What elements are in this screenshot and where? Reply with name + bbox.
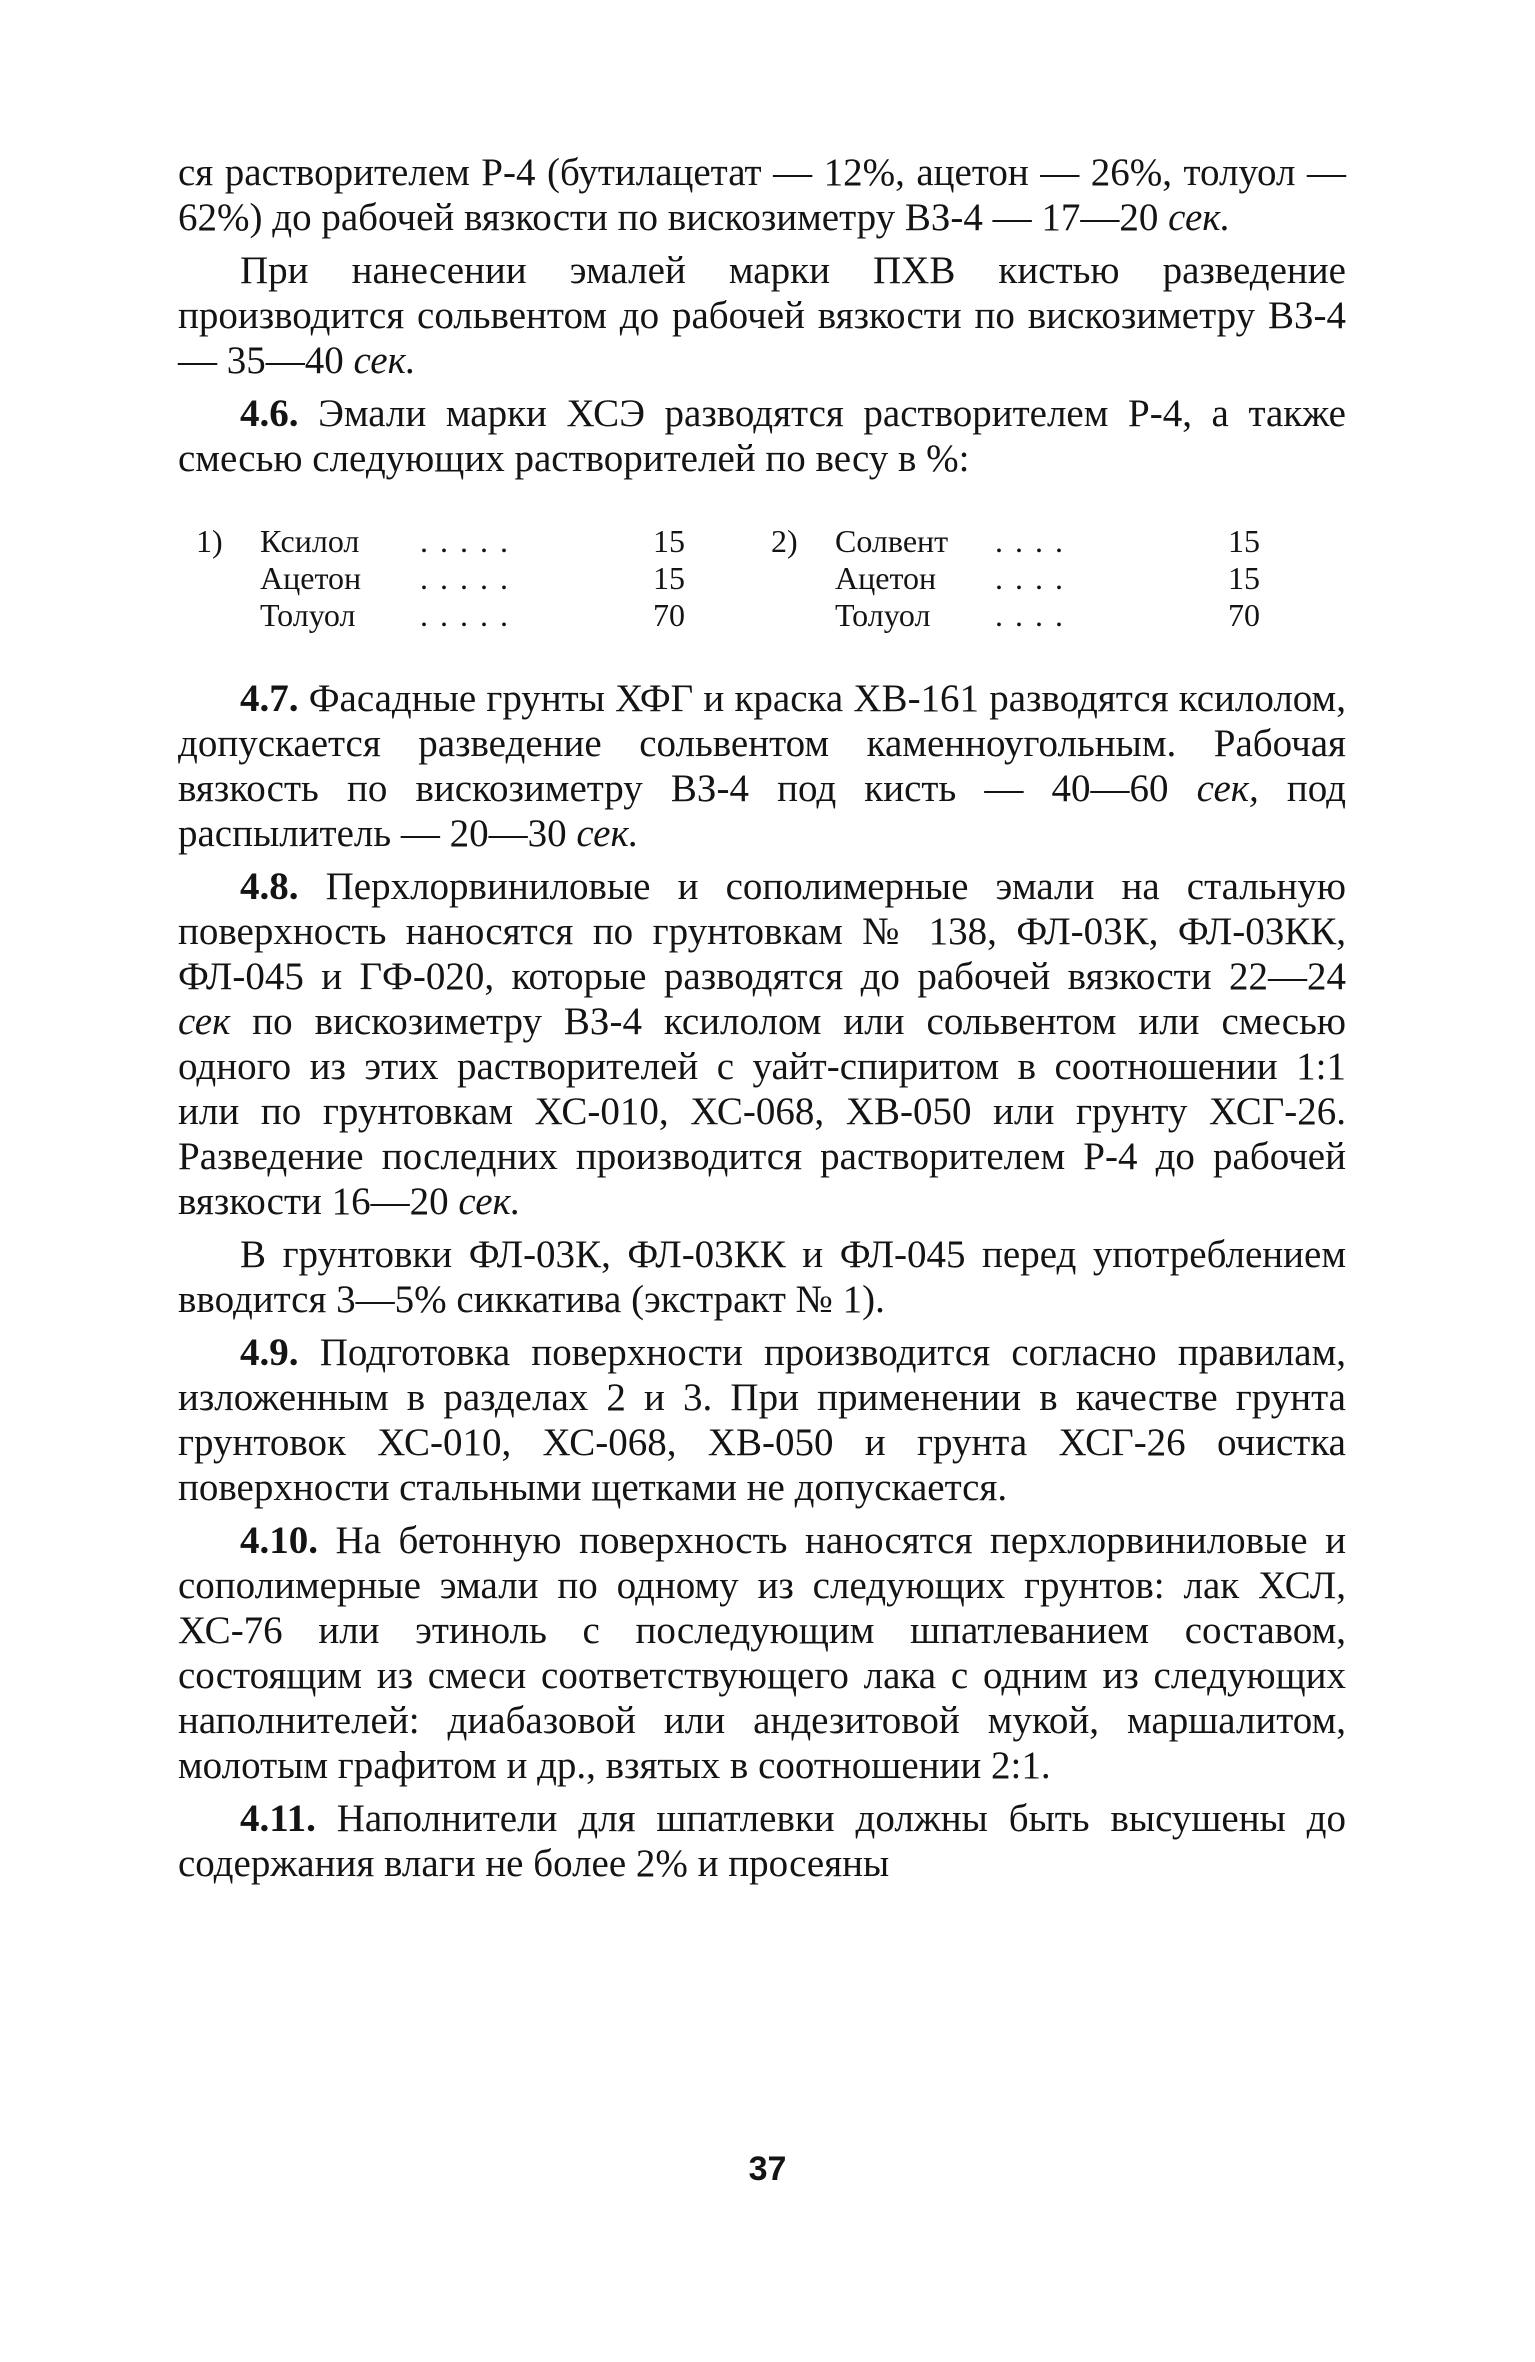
mixture-row: 1) Ксилол ..... 15	[196, 523, 685, 559]
solvent-percent: 15	[653, 523, 685, 559]
text: Наполнители для шпатлевки должны быть высушены до содержания влаги не более 2% и просеяны	[178, 1797, 1346, 1885]
mixture-2	[771, 523, 1346, 634]
solvent-percent: 15	[1228, 523, 1260, 559]
text: ся растворителем Р-4 (бутилацетат — 12%, ацетон — 26%, толуол — 62%) до рабочей вязкости по вискозиметру ВЗ-4 — 17—20	[178, 151, 1346, 239]
unit-text: сек.	[1168, 196, 1231, 239]
text: по вискозиметру ВЗ-4 ксилолом или сольвентом или смесью одного из этих растворителей с уайт-спиритом в соотношении 1:1 или по грунтовкам ХС-010, ХС-068, ХВ-050 или грунту ХСГ-26. Разведение последних производится растворителем Р-4 до рабочей вязкости 16—20	[178, 1000, 1346, 1223]
unit-text: сек.	[576, 812, 639, 855]
mixture-label: 1)	[196, 523, 223, 559]
text: Эмали марки ХСЭ разводятся растворителем Р-4, а также смесью следующих растворителей по весу в %:	[178, 392, 1346, 480]
section-4-8	[178, 864, 1346, 1224]
section-number: 4.9.	[240, 1331, 299, 1374]
section-4-11	[178, 1796, 1346, 1886]
paragraph-pxv	[178, 248, 1346, 383]
section-number: 4.6.	[240, 392, 299, 435]
unit-text: сек.	[353, 339, 416, 382]
text: под распылитель — 20—30	[178, 767, 1347, 855]
solvent-name: Солвент	[835, 523, 949, 559]
section-4-10	[178, 1518, 1346, 1788]
solvent-name: Ацетон	[835, 560, 937, 596]
solvent-name: Толуол	[260, 597, 356, 633]
text: На бетонную поверхность наносятся перхлорвиниловые и сополимерные эмали по одному из следующих грунтов: лак ХСЛ, ХС-76 или этиноль с последующим шпатлеванием составом, состоящим из смеси соответствующего лака с одним из следующих наполнителей: диабазовой или андезитовой мукой, маршалитом, молотым графитом и др., взятых в соотношении 2:1.	[178, 1519, 1346, 1787]
text: Фасадные грунты ХФГ и краска ХВ-161 разводятся ксилолом, допускается разведение сольвентом каменноугольным. Рабочая вязкость по вискозиметру ВЗ-4 под кисть — 40—60	[178, 677, 1346, 810]
mixture-1	[196, 523, 771, 634]
text: В грунтовки ФЛ-03К, ФЛ-03КК и ФЛ-045 перед употреблением вводится 3—5% сиккатива (экстракт № 1).	[178, 1233, 1346, 1321]
mixture-row: 2) Солвент .... 15	[771, 523, 1260, 559]
mixture-label: 2)	[771, 523, 798, 559]
solvent-percent: 15	[1228, 560, 1260, 596]
section-4-9	[178, 1330, 1346, 1510]
solvent-name: Ксилол	[260, 523, 360, 559]
section-4-7	[178, 676, 1346, 856]
paragraph-primers	[178, 1232, 1346, 1322]
solvent-name: Ацетон	[260, 560, 362, 596]
unit-text: сек	[178, 1000, 231, 1043]
unit-text: сек.	[458, 1180, 521, 1223]
section-number: 4.11.	[240, 1797, 316, 1840]
text: Подготовка поверхности производится согласно правилам, изложенным в разделах 2 и 3. При применении в качестве грунта грунтовок ХС-010, ХС-068, ХВ-050 и грунта ХСГ-26 очистка поверхности стальными щетками не допускается.	[178, 1331, 1346, 1509]
section-4-6	[178, 391, 1346, 481]
mixture-row: Толуол ..... 70	[260, 597, 685, 633]
page-body	[178, 150, 1346, 1894]
solvent-name: Толуол	[835, 597, 931, 633]
solvent-percent: 70	[653, 597, 685, 633]
solvent-mixtures	[196, 523, 1346, 634]
mixture-row: Толуол .... 70	[835, 597, 1260, 633]
section-number: 4.10.	[240, 1519, 318, 1562]
solvent-percent: 70	[1228, 597, 1260, 633]
solvent-percent: 15	[653, 560, 685, 596]
text: Перхлорвиниловые и сополимерные эмали на стальную поверхность наносятся по грунтовкам № 138, ФЛ-03К, ФЛ-03КК, ФЛ-045 и ГФ-020, которые разводятся до рабочей вязкости 22—24	[178, 865, 1346, 998]
text: При нанесении эмалей марки ПХВ кистью разведение производится сольвентом до рабочей вязкости по вискозиметру ВЗ-4 — 35—40	[178, 249, 1346, 382]
section-number: 4.7.	[240, 677, 299, 720]
mixture-row: Ацетон ..... 15	[260, 560, 685, 596]
page-number: 37	[748, 2150, 787, 2188]
mixture-row: Ацетон .... 15	[835, 560, 1260, 596]
unit-text: сек,	[1196, 767, 1259, 810]
section-number: 4.8.	[240, 865, 299, 908]
paragraph-continuation	[178, 150, 1346, 240]
